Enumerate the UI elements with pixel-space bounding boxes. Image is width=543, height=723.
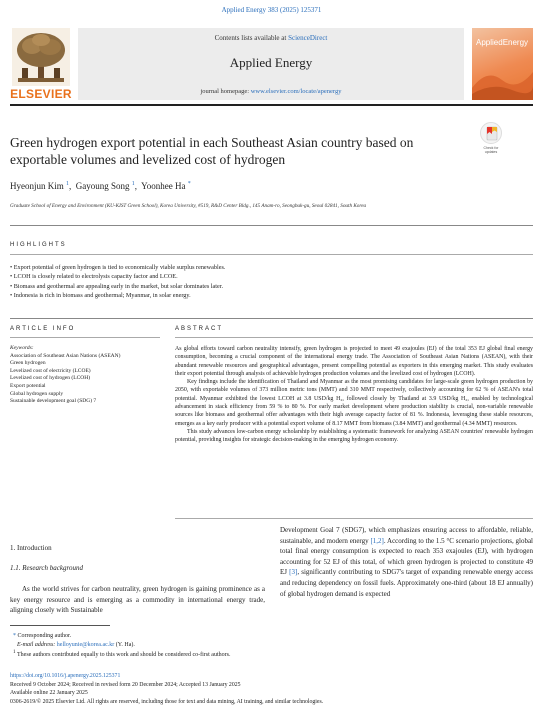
check-updates-label: Check for updates: [483, 146, 499, 154]
author-name[interactable]: Yoonhee Ha: [141, 181, 186, 191]
journal-reference[interactable]: Applied Energy 383 (2025) 125371: [221, 6, 322, 14]
section-divider: [10, 318, 533, 319]
publisher-name: ELSEVIER: [10, 87, 72, 101]
keyword: Export potential: [10, 382, 46, 389]
keywords-label: Keywords:: [10, 345, 34, 351]
introduction-heading: 1. Introduction: [10, 544, 52, 552]
body-text-right-column: [280, 525, 533, 599]
keyword: Levelized cost of hydrogen (LCOH): [10, 375, 91, 382]
check-updates-icon: [480, 122, 502, 144]
footnote-rule: [10, 625, 110, 626]
body-text: . According to the 1.5 °C scenario projections, global total final energy consumption is expected to reach 353 exajoules (EJ), with hydrogen accounting for 52 EJ of this total, of which green hydrogen is projected to constitute 49 EJ: [280, 536, 533, 577]
abstract-paragraph: Key findings include the identification of Thailand and Myanmar as the most promising candidates for large-scale green hydrogen production by 2050, with exportable volumes of 373 million metric tons (MMT) and 310 MMT respectively, collectively accounting for 62 % of ASEAN's total potential. Myanmar exhibited the lowest LCOH at 3.8 USD/kg H₂, followed closely by Thailand at 3.9 USD/kg H₂, enabled by technological advancement in stack efficiency from 59 % to 80 %. For early market development where production stability is crucial, non-variable renewable sources like biomass and geothermal offer advantages with their high average capacity factor of 81 %. Indonesia, leveraging these stable resources, emerges as a key early producer with a potential export volume of 8.17 MMT from biomass (3.84 MMT) and geothermal (4.34 MMT) resources.: [175, 379, 533, 427]
cofirst-footnote: [10, 649, 533, 660]
highlight-item: • Biomass and geothermal are appealing early in the market, but solar dominates later.: [10, 282, 223, 290]
journal-header-box: [78, 28, 464, 100]
highlight-text: Export potential of green hydrogen is tied to economically viable surplus renewables.: [13, 264, 226, 271]
section-divider: [10, 225, 533, 226]
email-label: E-mail address:: [17, 641, 57, 648]
citation-link[interactable]: [1,2]: [370, 536, 384, 545]
section-divider: [10, 337, 160, 338]
keyword: Green hydrogen: [10, 360, 46, 367]
body-text-left-column: As the world strives for carbon neutrality, green hydrogen is gaining prominence as a key energy resource and is emerging as a commodity in international energy trade, aligning closely with Sustainable: [10, 585, 265, 615]
author-list: Hyeonjun Kim $^1$, Gayoung Song $^1$, Yoonhee Ha *: [10, 181, 191, 191]
section-divider: [175, 337, 533, 338]
abstract-body: [175, 345, 533, 445]
abstract-paragraph: This study advances low-carbon energy scholarship by establishing a systematic framework for analyzing ASEAN countries' renewable hydrogen potential, providing insights for strategic decision-making in the emerging hydrogen economy.: [175, 428, 533, 444]
email-link[interactable]: helloyunie@korea.ac.kr: [56, 641, 115, 648]
keyword: Sustainable development goal (SDG) 7: [10, 398, 97, 405]
highlights-heading: HIGHLIGHTS: [10, 242, 67, 248]
email-suffix: (Y. Ha).: [114, 641, 135, 648]
highlight-text: Biomass and geothermal are appealing early in the market, but solar dominates later.: [13, 282, 223, 290]
online-date: Available online 22 January 2025: [10, 690, 88, 697]
masthead-rule: [10, 104, 533, 106]
highlight-text: Indonesia is rich in biomass and geothermal; Myanmar, in solar energy.: [13, 291, 191, 299]
body-text: , significantly contributing to SDG7's target of expanding renewable energy access and reducing dependency on fossil fuels. Approximately one-third (about 18 EJ annually) of global hydrogen demand is expected: [280, 568, 534, 598]
section-divider: [175, 518, 533, 519]
highlight-item: • LCOH is closely related to electrolysis capacity factor and LCOE.: [10, 273, 178, 281]
article-info-heading: ARTICLE INFO: [10, 326, 76, 332]
author-name[interactable]: Hyeonjun Kim: [10, 181, 64, 191]
abstract-heading: ABSTRACT: [175, 326, 224, 332]
cover-title: AppliedEnergy: [476, 38, 529, 47]
author-mark[interactable]: 1: [131, 181, 135, 187]
journal-name: Applied Energy: [229, 55, 313, 70]
elsevier-logo[interactable]: [10, 28, 72, 100]
homepage-line: [78, 88, 464, 95]
author-affiliation: Graduate School of Energy and Environment (KU-KIST Green School), Korea University, #519, R&D Center Bldg., 145 Anam-ro, Seongbuk-gu, Seoul 02841, South Korea: [10, 203, 367, 209]
received-dates: Received 9 October 2024; Received in revised form 20 December 2024; Accepted 13 January 2025: [10, 681, 241, 688]
homepage-prefix: journal homepage:: [200, 88, 251, 95]
check-for-updates-button[interactable]: [477, 122, 505, 156]
publication-info: [10, 672, 533, 706]
footnote-text: These authors contributed equally to this work and should be considered co-first authors.: [17, 652, 231, 658]
keyword: Global hydrogen supply: [10, 390, 64, 397]
corresponding-footnote: [10, 632, 533, 641]
cover-artwork: [472, 58, 533, 100]
copyright-notice: 0306-2619/© 2025 Elsevier Ltd. All rights are reserved, including those for text and data mining, AI training, and similar technologies.: [10, 698, 324, 705]
elsevier-tree-icon: [12, 28, 70, 86]
keywords-block: [10, 345, 160, 406]
citation-link[interactable]: [3]: [289, 568, 298, 577]
article-title: Green hydrogen export potential in each Southeast Asian country based on exportable volumes and levelized cost of hydrogen: [10, 135, 414, 167]
journal-cover-image[interactable]: [472, 28, 533, 100]
keyword: Levelized cost of electricity (LCOE): [10, 367, 91, 374]
footnote-mark: 1: [13, 650, 16, 655]
highlight-item: • Indonesia is rich in biomass and geothermal; Myanmar, in solar energy.: [10, 291, 191, 299]
research-background-heading: 1.1. Research background: [10, 564, 83, 572]
homepage-link[interactable]: www.elsevier.com/locate/apenergy: [250, 88, 342, 95]
contents-prefix: Contents lists available at: [214, 34, 289, 42]
author-mark[interactable]: 1: [66, 181, 69, 187]
highlight-text: LCOH is closely related to electrolysis capacity factor and LCOE.: [13, 273, 178, 281]
footnote-text: Corresponding author.: [17, 633, 72, 639]
author-mark[interactable]: *: [187, 181, 191, 187]
contents-line: [78, 34, 464, 42]
doi-link[interactable]: https://doi.org/10.1016/j.apenergy.2025.125371: [10, 673, 121, 679]
body-text: Development Goal 7 (SDG7), which emphasizes ensuring access to affordable, reliable, sustainable, and modern energy: [280, 526, 533, 545]
journal-masthead: [10, 28, 533, 100]
keyword: Association of Southeast Asian Nations (ASEAN): [10, 352, 121, 359]
email-footnote: [10, 641, 533, 650]
footnote-mark: *: [13, 633, 16, 639]
highlights-list: [10, 263, 530, 300]
author-name[interactable]: Gayoung Song: [75, 181, 130, 191]
sciencedirect-link[interactable]: ScienceDirect: [288, 34, 328, 42]
abstract-paragraph: As global efforts toward carbon neutrality intensify, green hydrogen is projected to meet 49 exajoules (EJ) of the total 353 EJ global final energy consumption, becoming a crucial component of the international energy trade. The Association of Southeast Asian Nations (ASEAN), with their abundant renewable resources and geographical advantages, present compelling potential as exporters in this emerging market. This study evaluates their export potential through analysis of achievable hydrogen production volumes and the levelized cost of hydrogen (LCOH).: [175, 346, 533, 377]
highlight-item: • Export potential of green hydrogen is tied to economically viable surplus renewables.: [10, 264, 226, 271]
footnotes: [10, 632, 533, 660]
section-divider: [10, 254, 533, 255]
